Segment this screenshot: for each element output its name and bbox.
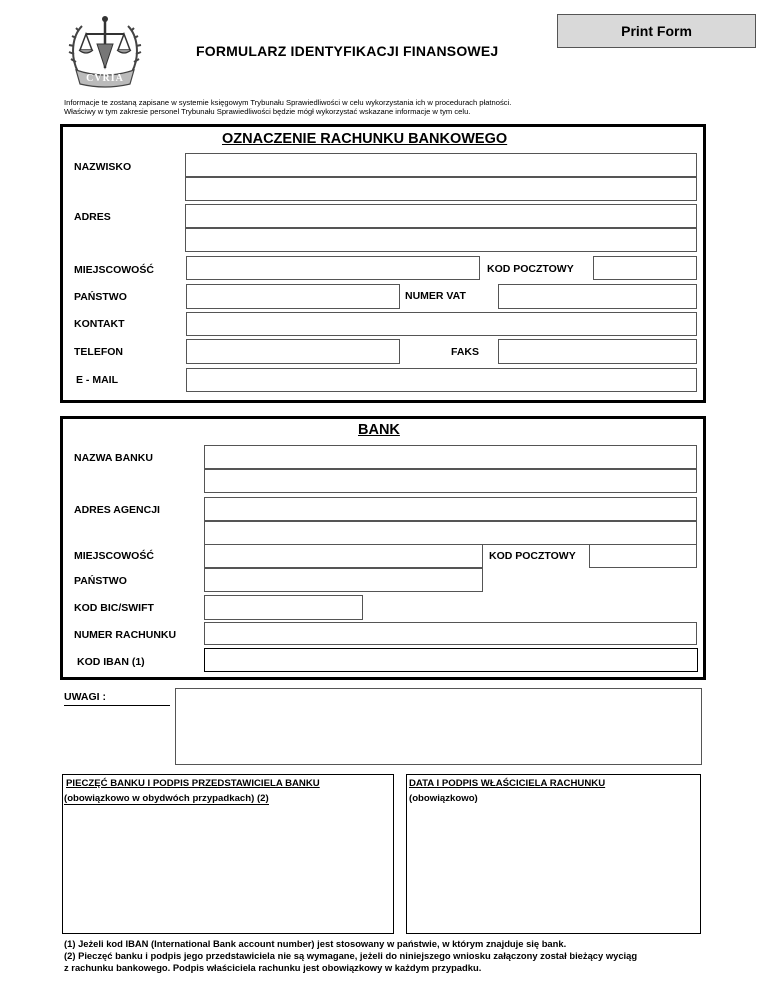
bank-panstwo-label: PAŃSTWO [74, 575, 127, 587]
info-line-2: Właściwy w tym zakresie personel Trybunału Sprawiedliwości będzie mógł wykorzystać wskazane informacje w tym celu. [64, 107, 471, 116]
kontakt-label: KONTAKT [74, 318, 125, 330]
owner-signature-sub: (obowiązkowo) [409, 793, 478, 804]
bank-miejscowosc-label: MIEJSCOWOŚĆ [74, 550, 154, 562]
kod-iban-label: KOD IBAN (1) [77, 656, 145, 668]
bank-miejscowosc-field[interactable] [204, 544, 483, 568]
adres-agencji-field-1[interactable] [204, 497, 697, 521]
nazwisko-label: NAZWISKO [74, 161, 132, 173]
uwagi-field[interactable] [175, 688, 702, 765]
miejscowosc-label: MIEJSCOWOŚĆ [74, 264, 154, 276]
numer-rachunku-field[interactable] [204, 622, 697, 645]
adres-field-1[interactable] [185, 204, 697, 228]
nazwisko-field-1[interactable] [185, 153, 697, 177]
nazwa-banku-field-2[interactable] [204, 469, 697, 493]
footnote-2-line-2: z rachunku bankowego. Podpis właściciela rachunku jest obowiązkowy w każdym przypadku. [64, 962, 482, 973]
nazwisko-field-2[interactable] [185, 177, 697, 201]
nazwa-banku-label: NAZWA BANKU [74, 452, 153, 464]
kod-bic-label: KOD BIC/SWIFT [74, 602, 154, 614]
uwagi-label: UWAGI : [64, 691, 170, 706]
bank-signature-title: PIECZĘĆ BANKU I PODPIS PRZEDSTAWICIELA BANKU [66, 778, 320, 789]
numer-vat-label: NUMER VAT [405, 290, 466, 302]
telefon-label: TELEFON [74, 346, 123, 358]
page-title: FORMULARZ IDENTYFIKACJI FINANSOWEJ [196, 43, 499, 59]
bank-kod-pocztowy-label: KOD POCZTOWY [489, 550, 576, 562]
email-label: E - MAIL [76, 374, 118, 386]
telefon-field[interactable] [186, 339, 400, 364]
adres-agencji-field-2[interactable] [204, 521, 697, 545]
adres-field-2[interactable] [185, 228, 697, 252]
kontakt-field[interactable] [186, 312, 697, 336]
bank-panstwo-field[interactable] [204, 568, 483, 592]
miejscowosc-field[interactable] [186, 256, 480, 280]
adres-agencji-label: ADRES AGENCJI [74, 504, 160, 516]
kod-bic-field[interactable] [204, 595, 363, 620]
kod-iban-field[interactable] [204, 648, 698, 672]
owner-signature-title: DATA I PODPIS WŁAŚCICIELA RACHUNKU [409, 778, 606, 789]
faks-field[interactable] [498, 339, 697, 364]
bank-kod-pocztowy-field[interactable] [589, 544, 697, 568]
account-section-title: OZNACZENIE RACHUNKU BANKOWEGO [222, 131, 508, 147]
info-line-1: Informacje te zostaną zapisane w systemie księgowym Trybunału Sprawiedliwości w celu wykorzystania ich w procedurach płatności. [64, 98, 512, 107]
nazwa-banku-field-1[interactable] [204, 445, 697, 469]
curia-logo [64, 10, 146, 92]
panstwo-label: PAŃSTWO [74, 291, 127, 303]
adres-label: ADRES [74, 211, 111, 223]
numer-rachunku-label: NUMER RACHUNKU [74, 629, 177, 641]
panstwo-field[interactable] [186, 284, 400, 309]
numer-vat-field[interactable] [498, 284, 697, 309]
email-field[interactable] [186, 368, 697, 392]
faks-label: FAKS [451, 346, 480, 358]
print-form-button[interactable]: Print Form [557, 14, 756, 48]
bank-signature-sub: (obowiązkowo w obydwóch przypadkach) (2) [64, 793, 269, 804]
logo-text: CVRIA [86, 73, 124, 84]
footnote-1: (1) Jeżeli kod IBAN (International Bank account number) jest stosowany w państwie, w którym znajduje się bank. [64, 938, 567, 949]
bank-section-title: BANK [358, 422, 400, 438]
kod-pocztowy-field[interactable] [593, 256, 697, 280]
kod-pocztowy-label: KOD POCZTOWY [487, 263, 574, 275]
footnote-2-line-1: (2) Pieczęć banku i podpis jego przedstawiciela nie są wymagane, jeżeli do niniejszego wniosku załączony został bieżący wyciąg [64, 950, 638, 961]
